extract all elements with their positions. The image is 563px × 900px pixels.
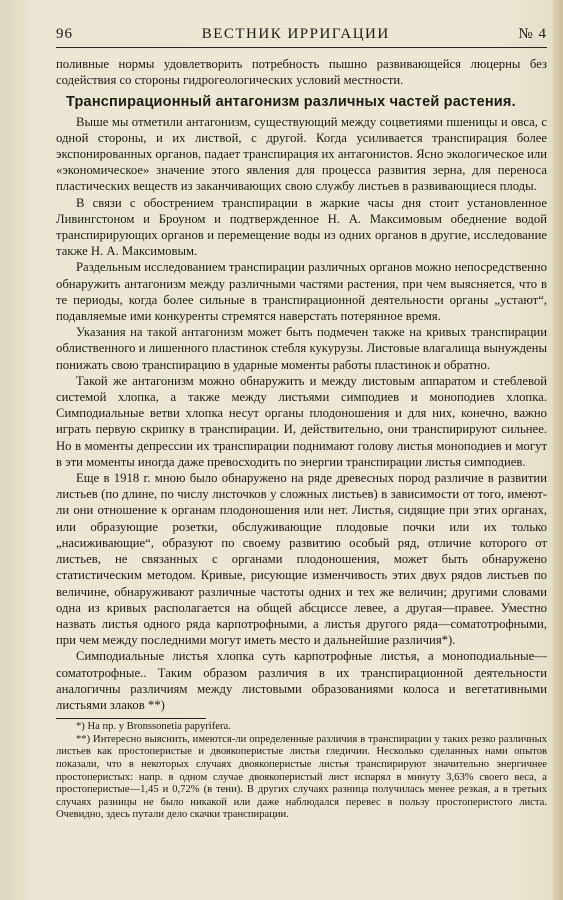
- intro-paragraph: поливные нормы удовлетворить потребность пышно развивающейся люцерны без содействия со стороны гидрогеологических условий местности.: [56, 57, 547, 88]
- footnote: *) На пр. у Bronssonetia papyrifera.: [76, 721, 231, 733]
- paragraph: Указания на такой антагонизм может быть подмечен также на кривых транспирации облиственного и лишенного пластинок стебля кукурузы. Листовые влагалища вынуждены понижать свою транспирацию в ударные моменты работы пластинок и обратно.: [56, 325, 547, 372]
- page-number: 96: [56, 26, 73, 42]
- page-edge-shadow: [553, 0, 563, 900]
- footnote-divider: [56, 718, 206, 719]
- page-header: [56, 26, 547, 48]
- paragraph: В связи с обострением транспирации в жаркие часы дня стоит установленное Ливингстоном и Броуном и подтвержденное Н. А. Максимовым обеднение водой транспирирующих органов и перемещение воды из одних органов в другие, исследование также Н. А. Максимовым.: [56, 195, 547, 259]
- paragraph: Симподиальные листья хлопка суть карпотрофные листья, а моноподиальные—соматотрофные.. Таким образом различия в их транспирационной деятельности аналогичны различиям между листовыми образованиями колоса и вегетативными листьями злаков **): [56, 649, 547, 712]
- footnotes: [56, 721, 547, 822]
- paragraph: Раздельным исследованием транспирации различных органов можно непосредственно обнаружить антагонизм между различными частями растения, при чем выясняется, что в те периоды, когда более сильные в транспирационной деятельности органы „устают“, подавляемые ими конкуренты стремятся наверстать потерянное время.: [56, 260, 547, 324]
- footnote: **) Интересно выяснить, имеются-ли определенные различия в транспирации у таких резко различных листьев как простоперистые и двоякоперистые листья гледичии. Несколько сделанных нами опытов показали, что в некоторых случаях двоякоперистые листья транспирируют значительно энергичнее простоперистых: напр. в одном случае двоякоперистый лист испарял в минуту 3,63% своего веса, а простоперистые—1,45 и 0,72% (в тени). В других случаях разница получилась менее резкая, а в третьих случаях разницы не было никакой или даже наблюдался перевес в пользу простоперистого листа. Очевидно, здесь путали дело скачки транспирации.: [56, 733, 547, 821]
- article-body: [56, 56, 547, 713]
- paragraph: Выше мы отметили антагонизм, существующий между соцветиями пшеницы и овса, с одной стороны, и их листвой, с другой. Когда усиливается транспирация более экспонированных органов, падает транспирация их антагонистов. Ясно экологическое или «экономическое» значение этого явления для процесса развития зерна, для переноса пластических веществ из заканчивающих свою службу листьев в развивающиеся плоды.: [56, 114, 547, 194]
- section-title: Транспирационный антагонизм различных частей растения.: [66, 94, 516, 111]
- paragraph: Такой же антагонизм можно обнаружить и между листовым аппаратом и стеблевой системой хлопка, а также между листьями симподиев и моноподиев хлопка. Симподиальные ветви хлопка несут органы плодоношения и для них, конечно, важно играть первую скрипку в транспирации. И, действительно, они транспирируют сильнее. Но в моменты депрессии их транспирации поднимают голову листья моноподиев и могут в эти моменты иногда даже превосходить по энергии транспирации листья симподиев.: [56, 373, 547, 469]
- journal-title: ВЕСТНИК ИРРИГАЦИИ: [201, 26, 390, 42]
- issue-number: № 4: [518, 26, 547, 42]
- paragraph: Еще в 1918 г. мною было обнаружено на ряде древесных пород различие в развитии листьев (по длине, по числу листочков у сложных листьев) в зависимости от того, имеют-ли они отношение к органам плодоношения или нет. Листья, сидящие при этих органах, или образующие розетки, обслуживающие плодовые почки или их только „насиживающие“, образуют по своему развитию особый ряд, отличие которого от листьев, не связанных с органами плодоношения, может быть обнаружено статистическим методом. Кривые, рисующие изменчивость этих двух рядов листьев по величине, обнаруживают различные частоты одних и тех же величин; другими словами одна из кривых располагается на общей абсциссе левее, а другая—правее. Уместно назвать листья одного ряда карпотрофными, а листья другого ряда—соматотрофными, при чем между последними могут иметь место и дальнейшие различия*).: [56, 471, 547, 648]
